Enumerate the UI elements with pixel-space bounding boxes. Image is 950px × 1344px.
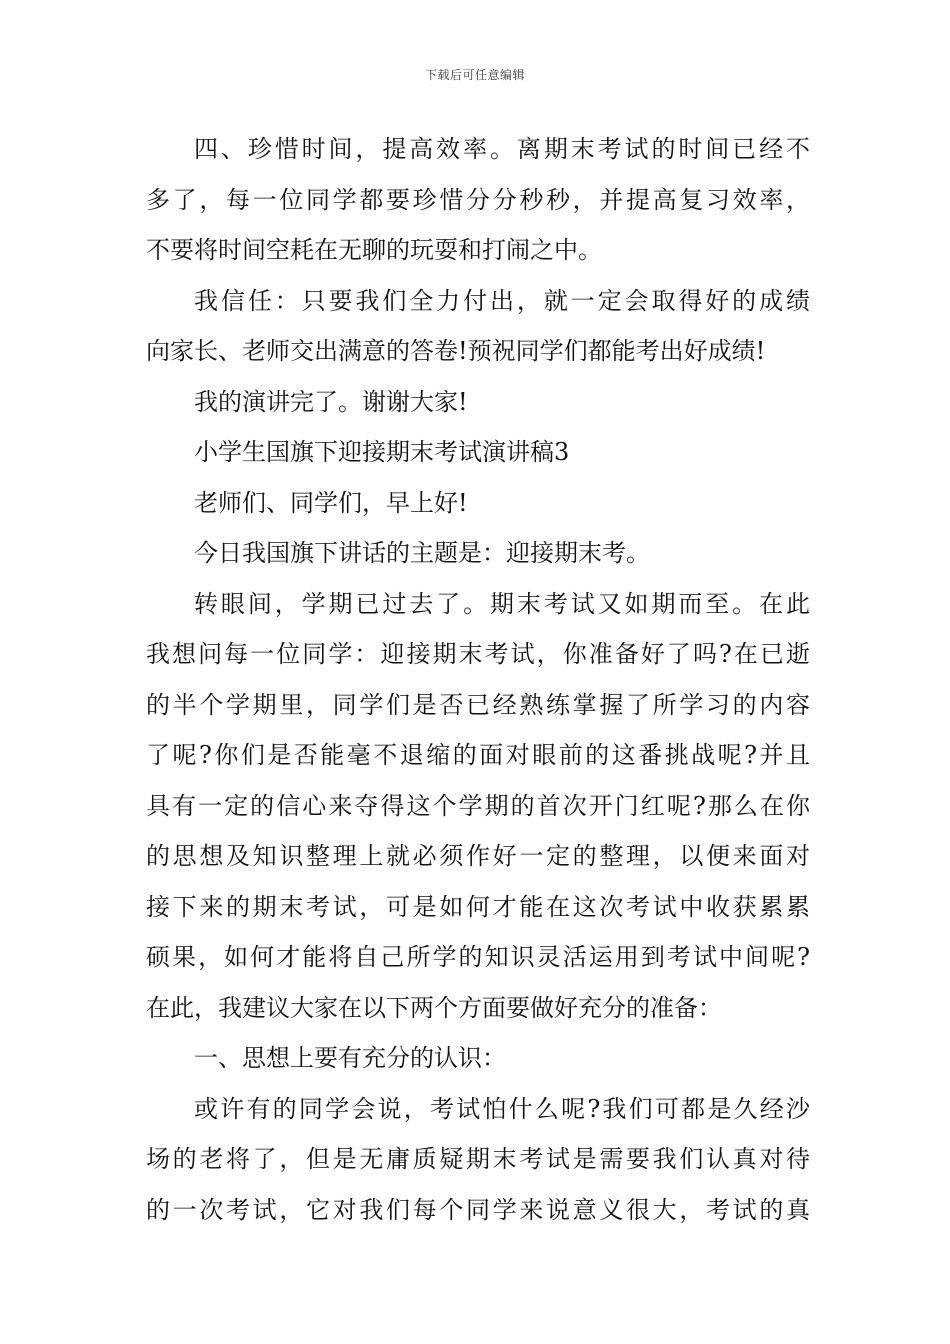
text-line: 的一次考试，它对我们每个同学来说意义很大，考试的真 <box>146 1195 810 1224</box>
text-line: 小学生国旗下迎接期末考试演讲稿3 <box>194 438 570 466</box>
text-line: 多了，每一位同学都要珍惜分分秒秒，并提高复习效率， <box>146 185 810 214</box>
text-line: 四、珍惜时间，提高效率。离期末考试的时间已经不 <box>194 135 810 163</box>
text-line: 我的演讲完了。谢谢大家! <box>194 387 468 416</box>
text-line: 不要将时间空耗在无聊的玩耍和打闹之中。 <box>146 236 602 264</box>
text-line: 在此，我建议大家在以下两个方面要做好充分的准备： <box>146 993 722 1022</box>
text-line: 了呢?你们是否能毫不退缩的面对眼前的这番挑战呢?并且 <box>146 741 810 769</box>
text-line: 一、思想上要有充分的认识： <box>194 1044 506 1072</box>
text-line: 具有一定的信心来夺得这个学期的首次开门红呢?那么在你 <box>146 791 810 820</box>
text-line: 向家长、老师交出满意的答卷!预祝同学们都能考出好成绩! <box>146 337 766 365</box>
page-header-note: 下载后可任意编辑 <box>424 68 525 82</box>
text-line: 我想问每一位同学：迎接期末考试，你准备好了吗?在已逝 <box>146 640 810 668</box>
text-line: 或许有的同学会说，考试怕什么呢?我们可都是久经沙 <box>194 1094 810 1123</box>
text-line: 的思想及知识整理上就必须作好一定的整理，以便来面对 <box>146 842 810 870</box>
text-line: 接下来的期末考试，可是如何才能在这次考试中收获累累 <box>146 892 810 921</box>
text-line: 今日我国旗下讲话的主题是：迎接期末考。 <box>194 539 650 567</box>
text-line: 硕果，如何才能将自己所学的知识灵活运用到考试中间呢? <box>146 943 810 971</box>
document-body <box>146 124 810 1235</box>
text-line: 老师们、同学们，早上好! <box>194 488 468 517</box>
text-line: 的半个学期里，同学们是否已经熟练掌握了所学习的内容 <box>146 690 810 719</box>
text-line: 转眼间，学期已过去了。期末考试又如期而至。在此 <box>194 589 810 618</box>
text-line: 场的老将了，但是无庸质疑期末考试是需要我们认真对待 <box>146 1145 810 1173</box>
text-line: 我信任：只要我们全力付出，就一定会取得好的成绩 <box>194 286 810 315</box>
